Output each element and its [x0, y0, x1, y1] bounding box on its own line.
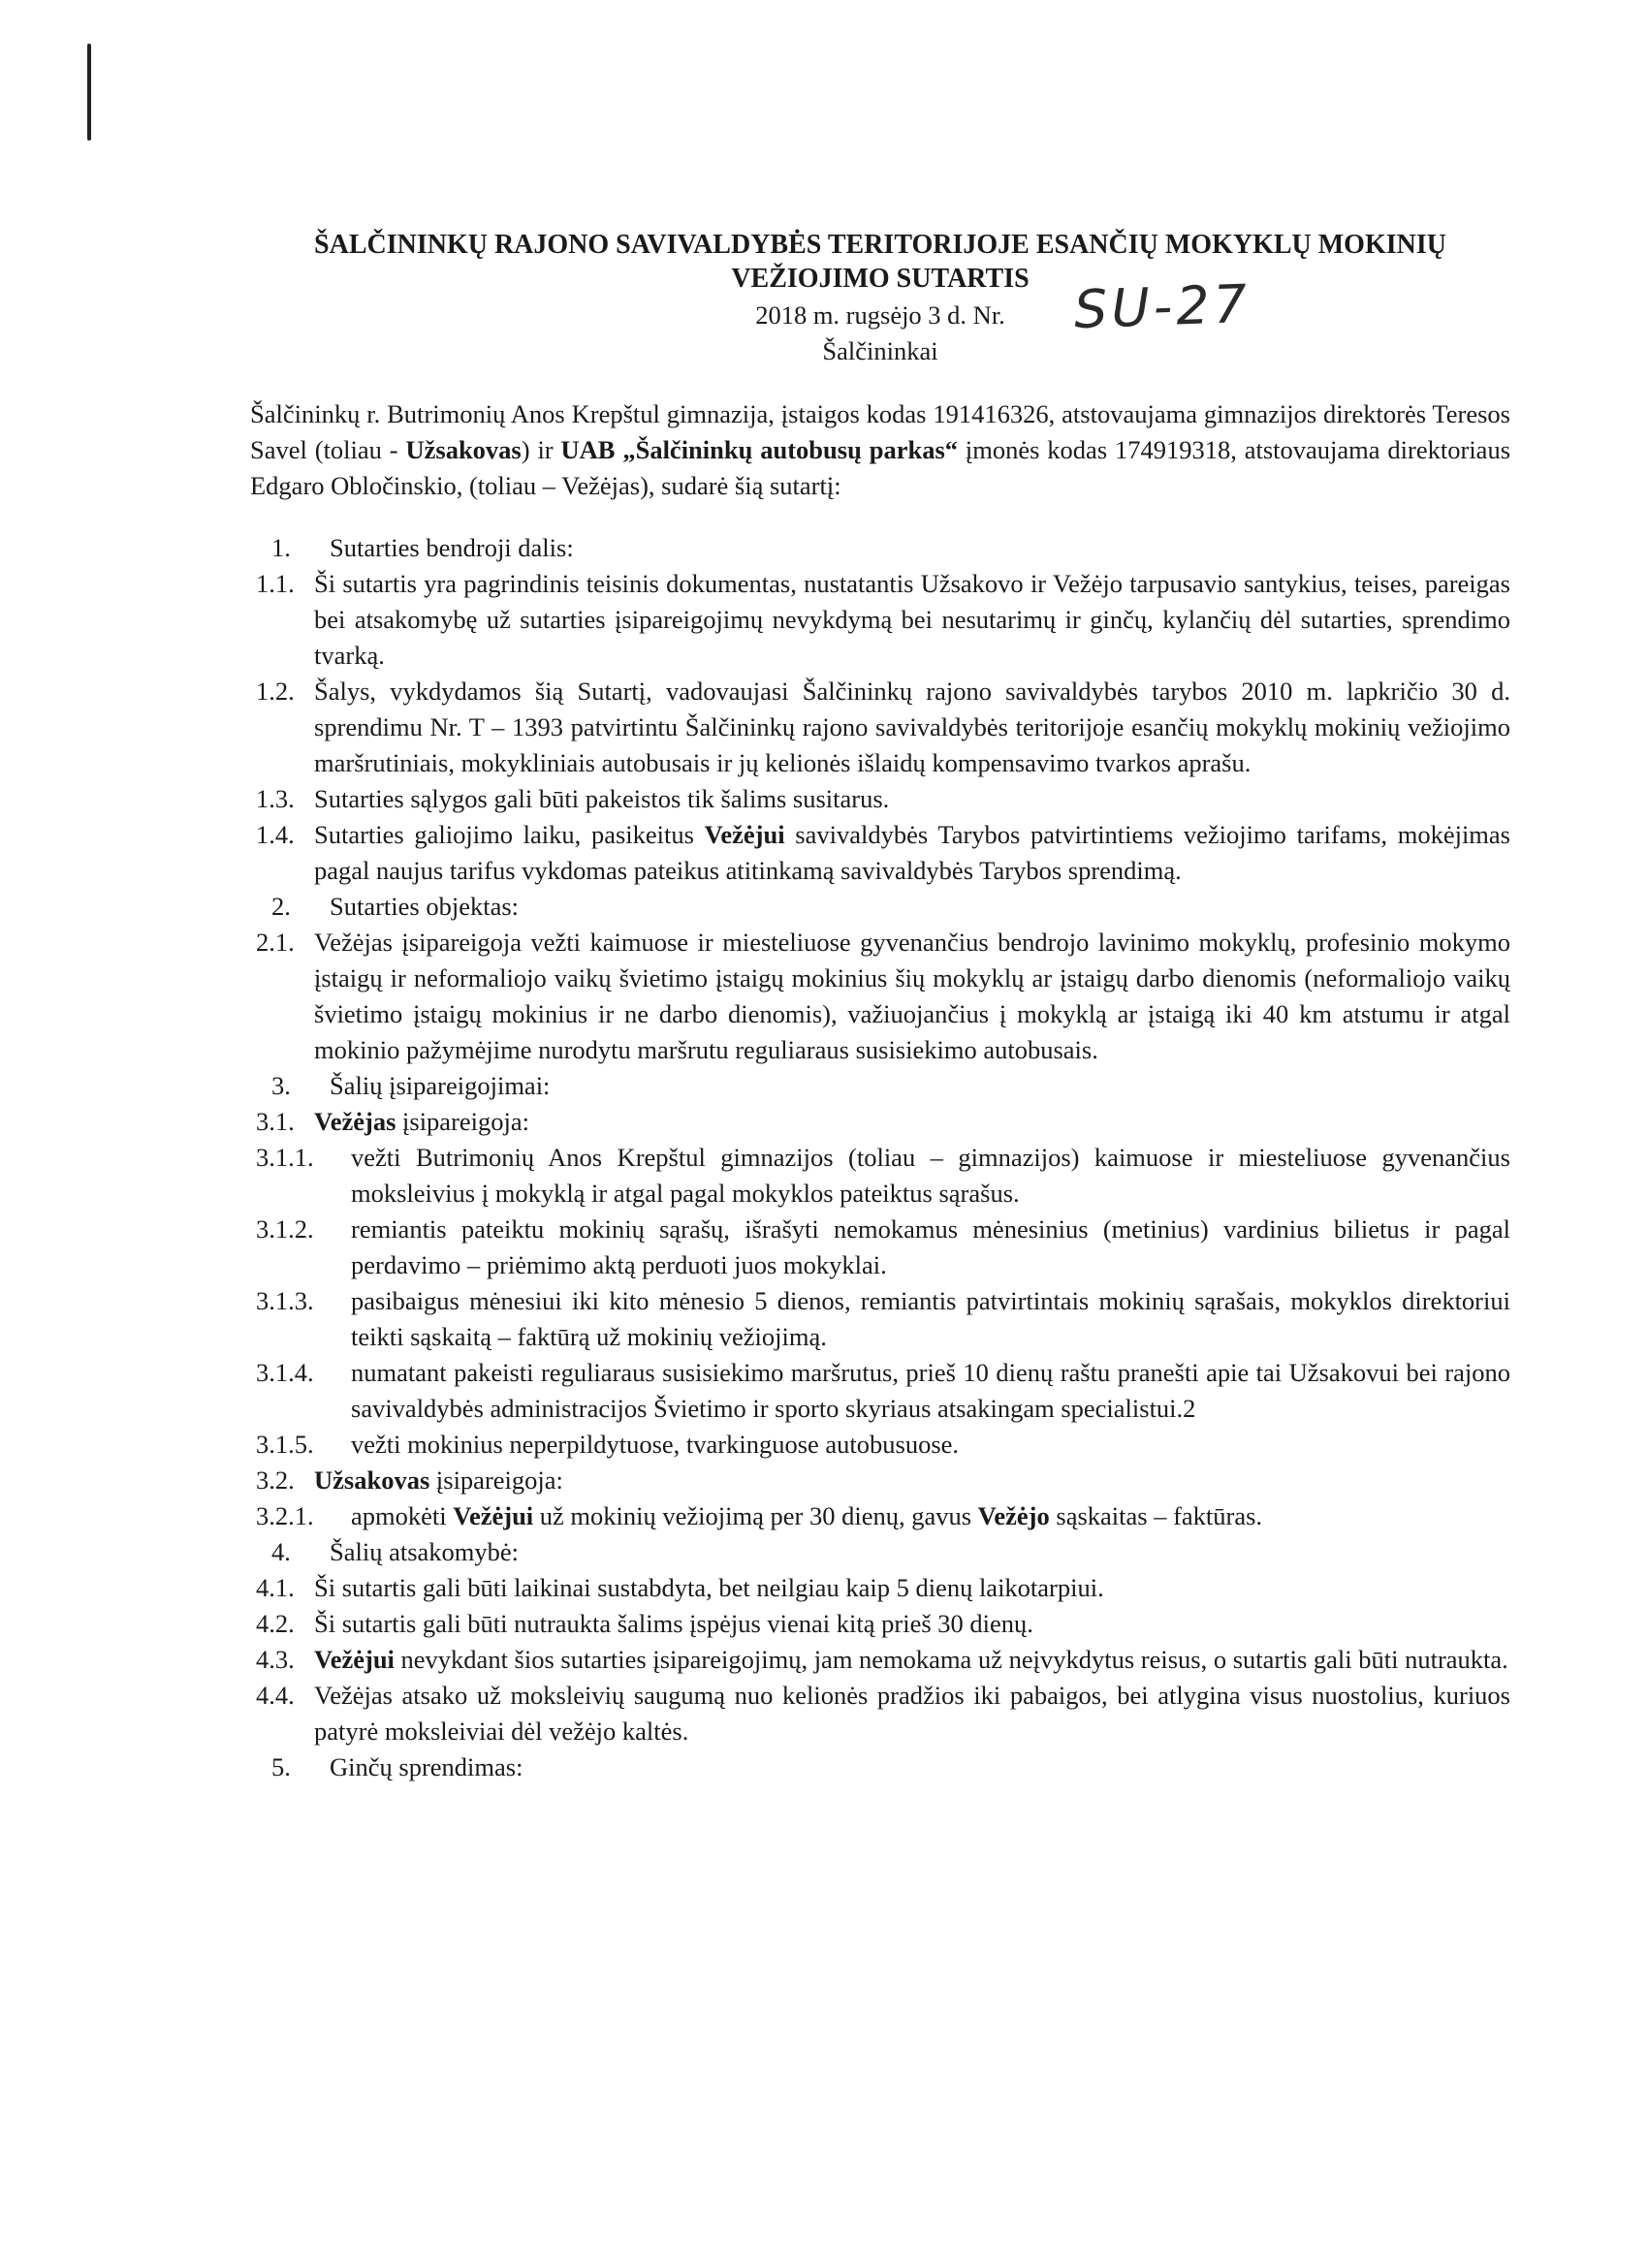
clause-3-1-4	[250, 1355, 1510, 1427]
item-text: pasibaigus mėnesiui iki kito mėnesio 5 dienos, remiantis patvirtintais mokinių sąrašais, mokyklos direktoriui teikti sąskaitą – faktūrą už mokinių vežiojimą.	[351, 1285, 1510, 1351]
item-number: 3.	[271, 1070, 291, 1100]
item-text: Šalių įsipareigojimai:	[330, 1070, 551, 1100]
clause-3-2-1	[250, 1498, 1510, 1534]
clause-3-1-1	[250, 1140, 1510, 1212]
item-number: 4.	[271, 1536, 291, 1566]
item-text: remiantis pateiktu mokinių sąrašų, išrašyti nemokamus mėnesinius (metinius) vardinius bilietus ir pagal perdavimo – priėmimo aktą perduoti juos mokyklai.	[351, 1213, 1510, 1279]
text-part: sąskaitas – faktūras.	[1049, 1500, 1263, 1530]
text-part: apmokėti	[351, 1500, 454, 1530]
item-text: Ginčų sprendimas:	[330, 1751, 523, 1781]
item-text: vežti Butrimonių Anos Krepštul gimnazijos (toliau – gimnazijos) kaimuose ir miesteliuose gyvenančius moksleivius į mokyklą ir atgal pagal mokyklos pateiktus sąrašus.	[351, 1142, 1510, 1208]
item-number: 3.2.1.	[256, 1500, 314, 1530]
section-5	[250, 1749, 1510, 1785]
item-text: Ši sutartis gali būti nutraukta šalims įspėjus vienai kitą prieš 30 dienų.	[314, 1608, 1033, 1638]
item-text: Šalys, vykdydamos šią Sutartį, vadovaujasi Šalčininkų rajono savivaldybės tarybos 2010 m. lapkričio 30 d. sprendimu Nr. T – 1393 patvirtintu Šalčininkų rajono savivaldybės teritorijoje esančių mokyklų mokinių vežiojimo maršrutiniais, mokykliniais autobusais ir jų kelionės išlaidų kompensavimo tvarkos aprašu.	[314, 676, 1510, 777]
item-number: 1.	[271, 532, 291, 562]
clause-2-1	[250, 925, 1510, 1068]
text-part: Sutarties galiojimo laiku, pasikeitus	[314, 819, 705, 849]
clause-3-1-2	[250, 1212, 1510, 1283]
text-part: įsipareigoja:	[396, 1106, 530, 1136]
bold-text: Vežėjas	[314, 1106, 396, 1136]
item-number: 4.4.	[256, 1680, 295, 1710]
item-number: 3.1.	[256, 1106, 295, 1136]
item-number: 3.1.5.	[256, 1429, 314, 1459]
item-number: 1.3.	[256, 783, 295, 813]
clause-1-2	[250, 674, 1510, 781]
item-number: 5.	[271, 1751, 291, 1781]
item-text: vežti mokinius neperpildytuose, tvarkinguose autobusuose.	[351, 1429, 960, 1459]
section-4	[250, 1534, 1510, 1570]
text-part: už mokinių vežiojimą per 30 dienų, gavus	[533, 1500, 978, 1530]
document-title-line-1: ŠALČININKŲ RAJONO SAVIVALDYBĖS TERITORIJOJE ESANČIŲ MOKYKLŲ MOKINIŲ	[314, 230, 1446, 260]
clause-4-3	[250, 1642, 1510, 1678]
punch-hole-mark	[87, 44, 91, 141]
clause-4-2	[250, 1606, 1510, 1642]
bold-text: Vežėjui	[704, 819, 785, 849]
intro-bold-company: UAB „Šalčininkų autobusų parkas“	[560, 435, 959, 464]
date-number-text: 2018 m. rugsėjo 3 d. Nr.	[755, 300, 1005, 330]
item-text: Sutarties bendroji dalis:	[330, 532, 574, 562]
handwritten-contract-number: SU-27	[1072, 272, 1252, 341]
item-number: 3.1.2.	[256, 1213, 314, 1244]
item-text: Ši sutartis gali būti laikinai sustabdyta, bet neilgiau kaip 5 dienų laikotarpiui.	[314, 1572, 1104, 1602]
clause-3-1-5	[250, 1427, 1510, 1463]
bold-text: Vežėjo	[977, 1500, 1050, 1530]
item-text: Sutarties sąlygos gali būti pakeistos tik šalims susitarus.	[314, 783, 890, 813]
bold-text: Vežėjui	[314, 1644, 395, 1674]
clause-1-3	[250, 781, 1510, 817]
item-text: numatant pakeisti reguliaraus susisiekimo maršrutus, prieš 10 dienų raštu pranešti apie tai Užsakovui bei rajono savivaldybės administracijos Švietimo ir sporto skyriaus atsakingam specialistui.2	[351, 1357, 1510, 1423]
text-part: nevykdant šios sutarties įsipareigojimų, jam nemokama už neįvykdytus reisus, o sutartis gali būti nutraukta.	[394, 1644, 1508, 1674]
item-text: Šalių atsakomybė:	[330, 1536, 520, 1566]
item-number: 1.1.	[256, 568, 295, 598]
text-part: savivaldybės Tarybos patvirtintiems vežiojimo tarifams, mokėjimas pagal naujus tarifus vykdomas pateikus atitinkamą savivaldybės Tarybos sprendimą.	[314, 819, 1510, 885]
clause-4-1	[250, 1570, 1510, 1606]
item-number: 4.2.	[256, 1608, 295, 1638]
item-number: 3.2.	[256, 1465, 295, 1495]
item-text	[314, 1104, 1510, 1140]
item-number: 2.	[271, 891, 291, 921]
clause-3-1	[250, 1104, 1510, 1140]
intro-text-2: ) ir	[521, 435, 561, 464]
clause-3-2	[250, 1463, 1510, 1498]
bold-text: Užsakovas	[314, 1465, 430, 1495]
document-title-line-2: VEŽIOJIMO SUTARTIS	[731, 264, 1030, 294]
intro-bold-customer: Užsakovas	[405, 435, 522, 464]
item-number: 2.1.	[256, 927, 295, 957]
item-text	[314, 1463, 1510, 1498]
clause-4-4	[250, 1678, 1510, 1749]
intro-text-1: Šalčininkų r. Butrimonių Anos Krepštul gimnazija, įstaigos kodas 191416326, atstovaujama gimnazijos direktorės Teresos Savel (toliau -	[250, 399, 1510, 464]
item-text: Vežėjas atsako už moksleivių saugumą nuo kelionės pradžios iki pabaigos, bei atlygina visus nuostolius, kuriuos patyrė moksleiviai dėl vežėjo kaltės.	[314, 1680, 1510, 1746]
item-text	[351, 1498, 1510, 1534]
section-2	[250, 889, 1510, 925]
bold-text: Vežėjui	[453, 1500, 534, 1530]
clause-1-1	[250, 566, 1510, 674]
item-number: 3.1.3.	[256, 1285, 314, 1315]
text-part: įsipareigoja:	[429, 1465, 563, 1495]
section-1	[250, 530, 1510, 566]
item-text: Ši sutartis yra pagrindinis teisinis dokumentas, nustatantis Užsakovo ir Vežėjo tarpusavio santykius, teises, pareigas bei atsakomybę už sutarties įsipareigojimų nevykdymą bei nesutarimų ir ginčų, kylančių dėl sutarties, sprendimo tvarką.	[314, 568, 1510, 670]
item-text	[314, 1642, 1510, 1678]
contract-document	[250, 228, 1510, 1785]
item-number: 1.4.	[256, 819, 295, 849]
intro-text-3: įmonės kodas 174919318, atstovaujama direktoriaus Edgaro Obločinskio, (toliau – Vežėjas), sudarė šią sutartį:	[250, 435, 1511, 500]
section-3	[250, 1068, 1510, 1104]
intro-paragraph	[250, 396, 1510, 504]
item-text: Sutarties objektas:	[330, 891, 520, 921]
item-text	[314, 817, 1510, 889]
item-number: 3.1.1.	[256, 1142, 314, 1172]
document-place: Šalčininkai	[822, 336, 938, 365]
item-number: 3.1.4.	[256, 1357, 314, 1387]
item-number: 1.2.	[256, 676, 295, 706]
clause-1-4	[250, 817, 1510, 889]
item-number: 4.1.	[256, 1572, 295, 1602]
item-number: 4.3.	[256, 1644, 295, 1674]
item-text: Vežėjas įsipareigoja vežti kaimuose ir miesteliuose gyvenančius bendrojo lavinimo mokyklų, profesinio mokymo įstaigų ir neformaliojo vaikų švietimo įstaigų mokinius šių mokyklų ar įstaigų darbo dienomis (neformaliojo vaikų švietimo įstaigų mokinius ir ne darbo dienomis), važiuojančius į mokyklą ar įstaigą iki 40 km atstumu ir atgal mokinio pažymėjime nurodytu maršrutu reguliaraus susisiekimo autobusais.	[314, 927, 1510, 1064]
clause-3-1-3	[250, 1283, 1510, 1355]
